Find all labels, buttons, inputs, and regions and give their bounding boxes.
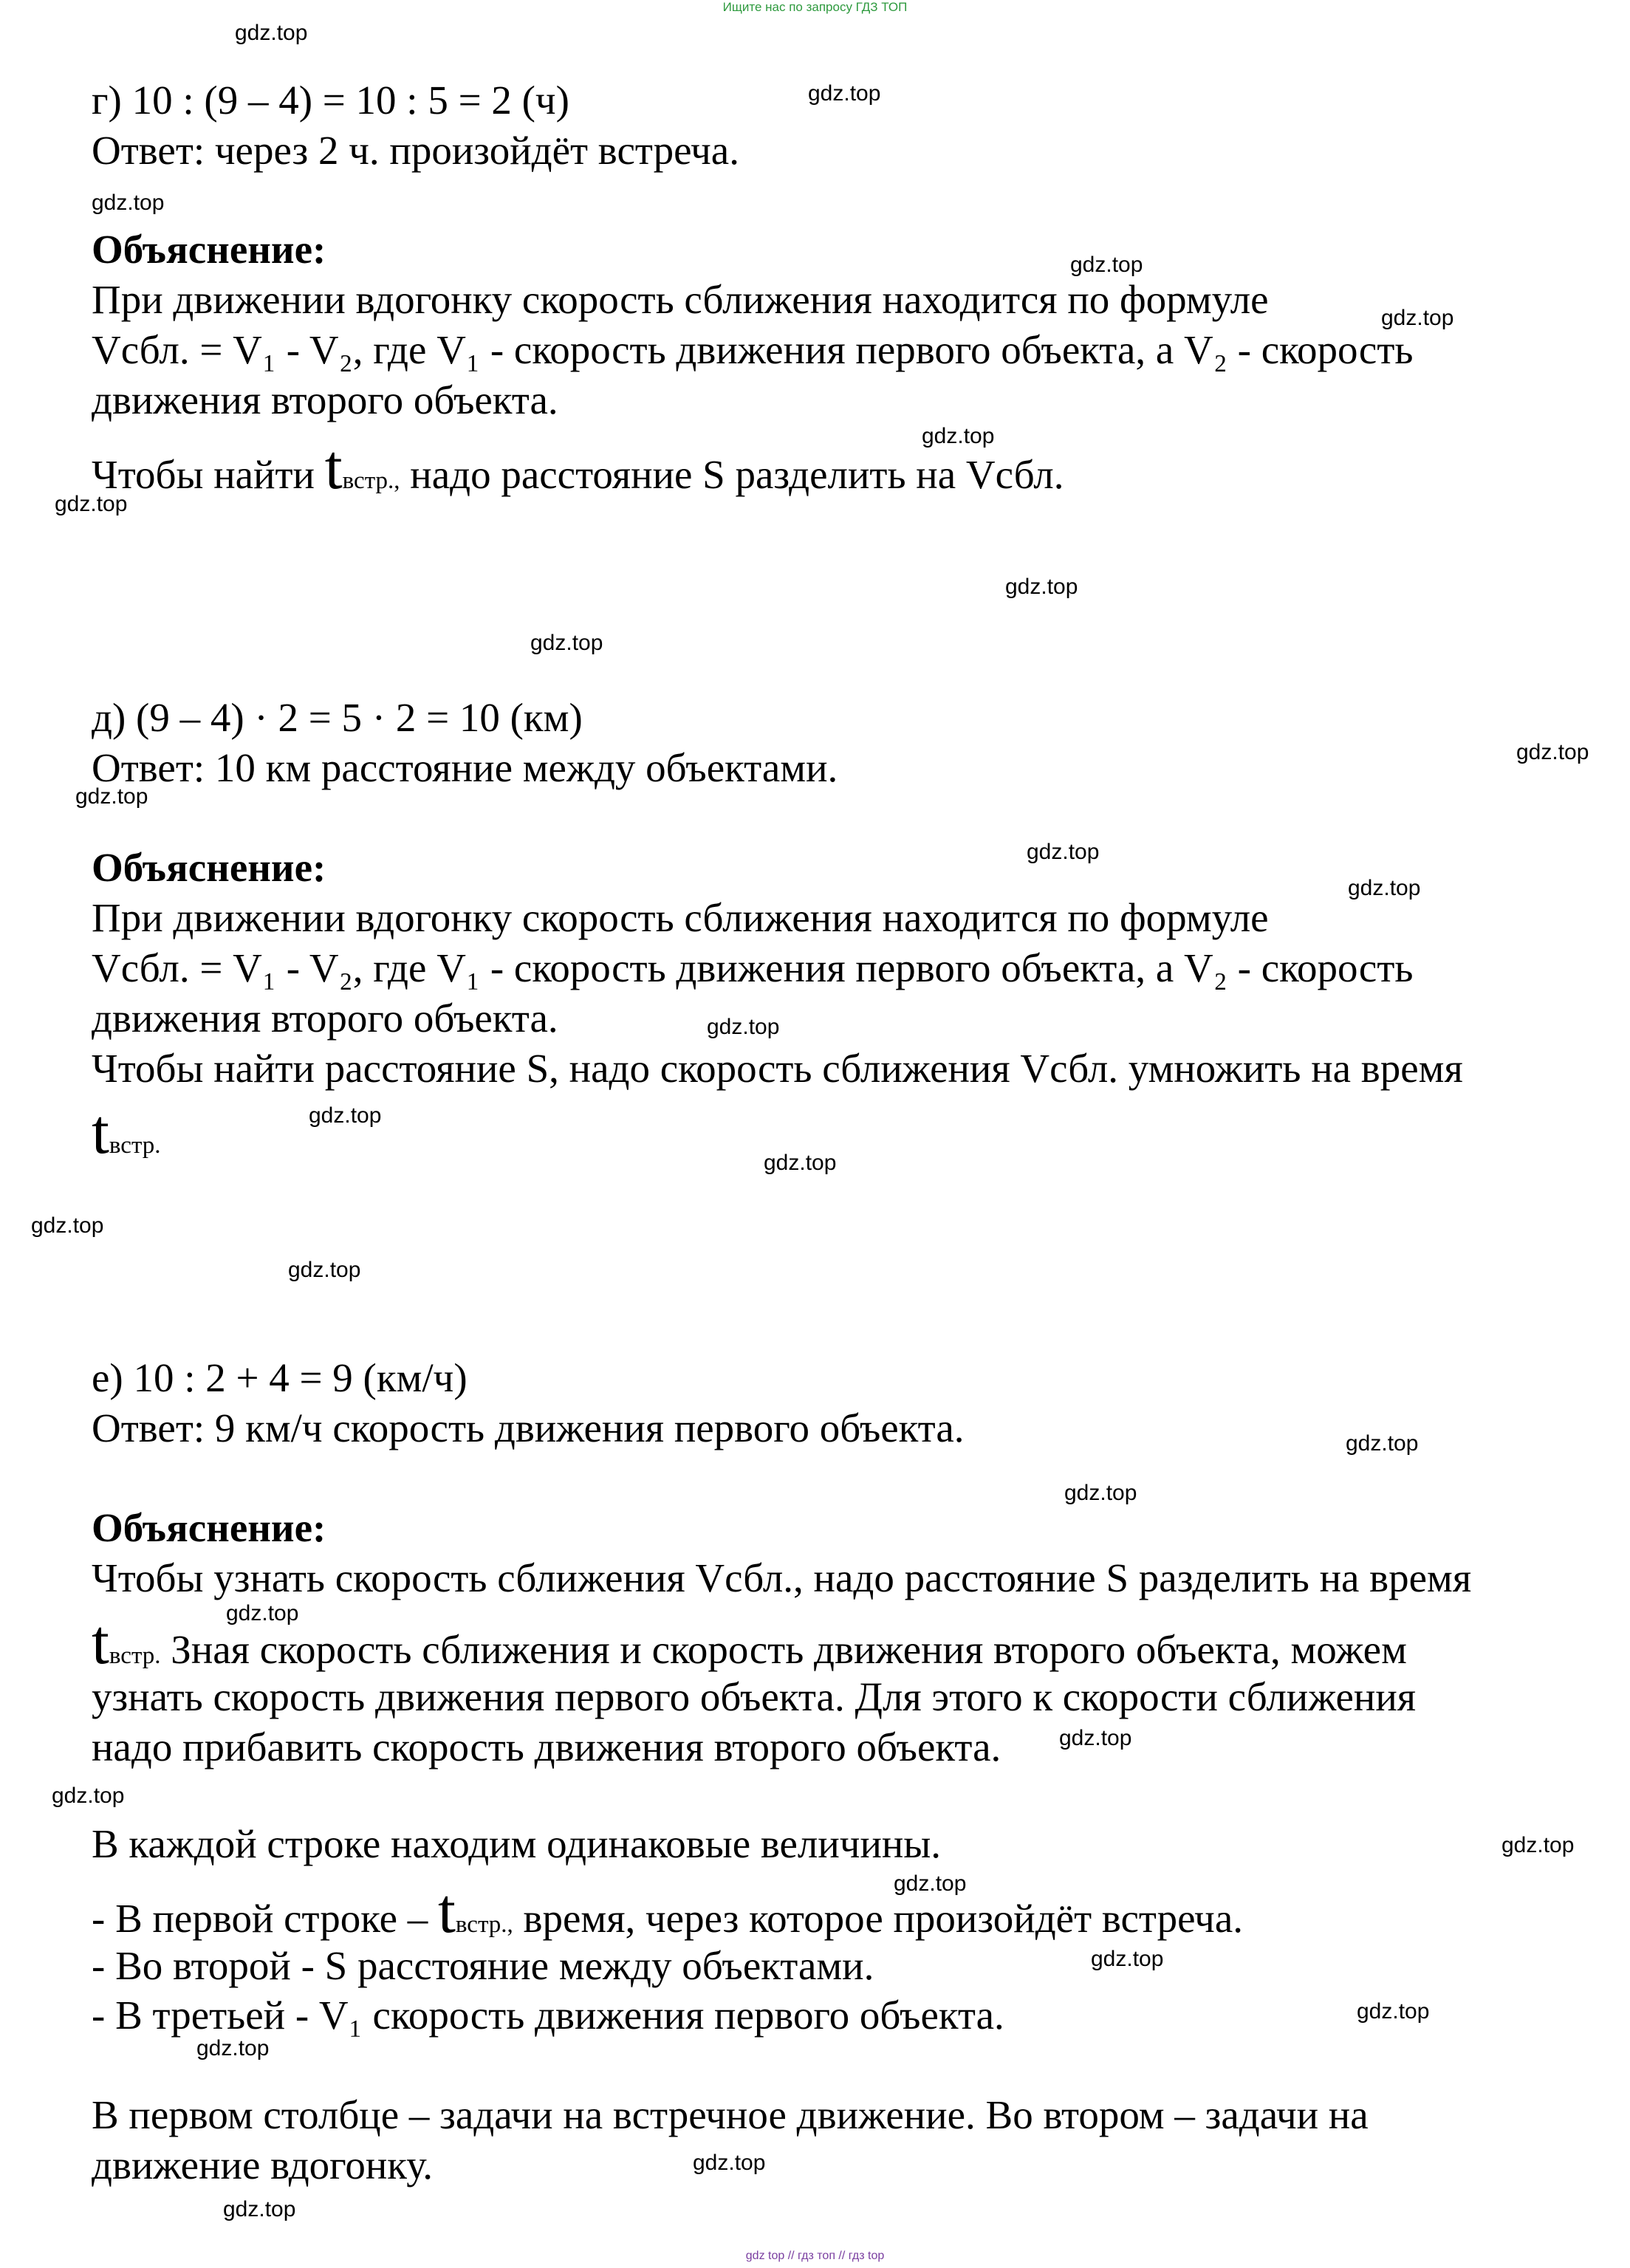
- summary-line5: В первом столбце – задачи на встречное движение. Во втором – задачи на: [92, 2092, 1369, 2137]
- watermark: gdz.top: [196, 2036, 270, 2060]
- answer-d: Ответ: 10 км расстояние между объектами.: [92, 745, 838, 790]
- explanation-d-line4: Чтобы найти расстояние S, надо скорость сближения Vсбл. умножить на время: [92, 1046, 1463, 1091]
- watermark: gdz.top: [1381, 306, 1454, 330]
- t-symbol: t: [324, 431, 343, 502]
- explanation-e-line4: надо прибавить скорость движения второго объекта.: [92, 1724, 1001, 1769]
- watermark: gdz.top: [1059, 1726, 1132, 1750]
- watermark: gdz.top: [92, 191, 165, 215]
- footer-note: gdz top // гдз топ // гдз top: [745, 2250, 885, 2262]
- watermark: gdz.top: [75, 784, 148, 809]
- explanation-g-line3: движения второго объекта.: [92, 377, 558, 422]
- watermark: gdz.top: [235, 21, 308, 45]
- summary-line1: В каждой строке находим одинаковые величины.: [92, 1821, 942, 1866]
- search-hint: Ищите нас по запросу ГДЗ ТОП: [722, 0, 908, 14]
- formula-g: г) 10 : (9 – 4) = 10 : 5 = 2 (ч): [92, 78, 569, 123]
- watermark: gdz.top: [226, 1601, 299, 1625]
- watermark: gdz.top: [808, 81, 881, 106]
- t-symbol: t: [92, 1606, 109, 1677]
- t-symbol: t: [438, 1875, 456, 1946]
- watermark: gdz.top: [1357, 1999, 1430, 2024]
- watermark: gdz.top: [693, 2151, 766, 2175]
- summary-line2-pre: - В первой строке –: [92, 1896, 439, 1941]
- explanation-g-line4-post: надо расстояние S разделить на Vсбл.: [400, 452, 1064, 497]
- summary-line4: - В третьей - V₁ скорость движения первого объекта.: [92, 1993, 1004, 2038]
- watermark: gdz.top: [31, 1213, 104, 1238]
- watermark: gdz.top: [288, 1258, 361, 1282]
- watermark: gdz.top: [52, 1784, 125, 1808]
- explanation-g-line1: При движении вдогонку скорость сближения находится по формуле: [92, 277, 1269, 322]
- watermark: gdz.top: [223, 2197, 296, 2221]
- explanation-heading-g: Объяснение:: [92, 227, 326, 272]
- explanation-e-line1: Чтобы узнать скорость сближения Vсбл., надо расстояние S разделить на время: [92, 1555, 1472, 1600]
- summary-line6: движение вдогонку.: [92, 2142, 433, 2188]
- watermark: gdz.top: [1501, 1833, 1575, 1857]
- watermark: gdz.top: [1346, 1431, 1419, 1456]
- formula-e: е) 10 : 2 + 4 = 9 (км/ч): [92, 1355, 468, 1400]
- explanation-d-line1: При движении вдогонку скорость сближения находится по формуле: [92, 895, 1269, 940]
- t-symbol: t: [92, 1096, 109, 1167]
- explanation-g-line2: Vсбл. = V₁ - V₂, где V₁ - скорость движения первого объекта, а V₂ - скорость: [92, 327, 1414, 372]
- subscript-vstr: встр.,: [455, 1911, 513, 1938]
- formula-d: д) (9 – 4) · 2 = 5 · 2 = 10 (км): [92, 695, 583, 740]
- watermark: gdz.top: [1091, 1947, 1164, 1971]
- watermark: gdz.top: [530, 631, 603, 655]
- explanation-e-line2-post: Зная скорость сближения и скорость движения второго объекта, можем: [160, 1627, 1407, 1672]
- watermark: gdz.top: [1005, 575, 1078, 599]
- explanation-e-line3: узнать скорость движения первого объекта. Для этого к скорости сближения: [92, 1674, 1417, 1719]
- subscript-vstr: встр.,: [342, 467, 400, 494]
- explanation-g-line4-pre: Чтобы найти: [92, 452, 325, 497]
- answer-g: Ответ: через 2 ч. произойдёт встреча.: [92, 128, 739, 173]
- answer-e: Ответ: 9 км/ч скорость движения первого объекта.: [92, 1405, 965, 1450]
- watermark: gdz.top: [1516, 740, 1589, 764]
- summary-line3: - Во второй - S расстояние между объектами.: [92, 1943, 874, 1988]
- explanation-heading-e: Объяснение:: [92, 1505, 326, 1550]
- watermark: gdz.top: [1064, 1481, 1137, 1505]
- watermark: gdz.top: [1070, 253, 1143, 277]
- summary-line2-post: время, через которое произойдёт встреча.: [513, 1896, 1244, 1941]
- watermark: gdz.top: [309, 1103, 382, 1128]
- explanation-d-line2: Vсбл. = V₁ - V₂, где V₁ - скорость движения первого объекта, а V₂ - скорость: [92, 945, 1414, 990]
- explanation-d-line5: [92, 1096, 161, 1169]
- watermark: gdz.top: [707, 1015, 780, 1039]
- watermark: gdz.top: [894, 1871, 967, 1896]
- watermark: gdz.top: [55, 492, 128, 516]
- explanation-d-line3: движения второго объекта.: [92, 996, 558, 1041]
- watermark: gdz.top: [1348, 876, 1421, 900]
- watermark: gdz.top: [764, 1151, 837, 1175]
- watermark: gdz.top: [1027, 840, 1100, 864]
- subscript-vstr: встр.: [109, 1132, 161, 1159]
- watermark: gdz.top: [922, 424, 995, 448]
- explanation-heading-d: Объяснение:: [92, 845, 326, 890]
- subscript-vstr: встр.: [109, 1642, 161, 1669]
